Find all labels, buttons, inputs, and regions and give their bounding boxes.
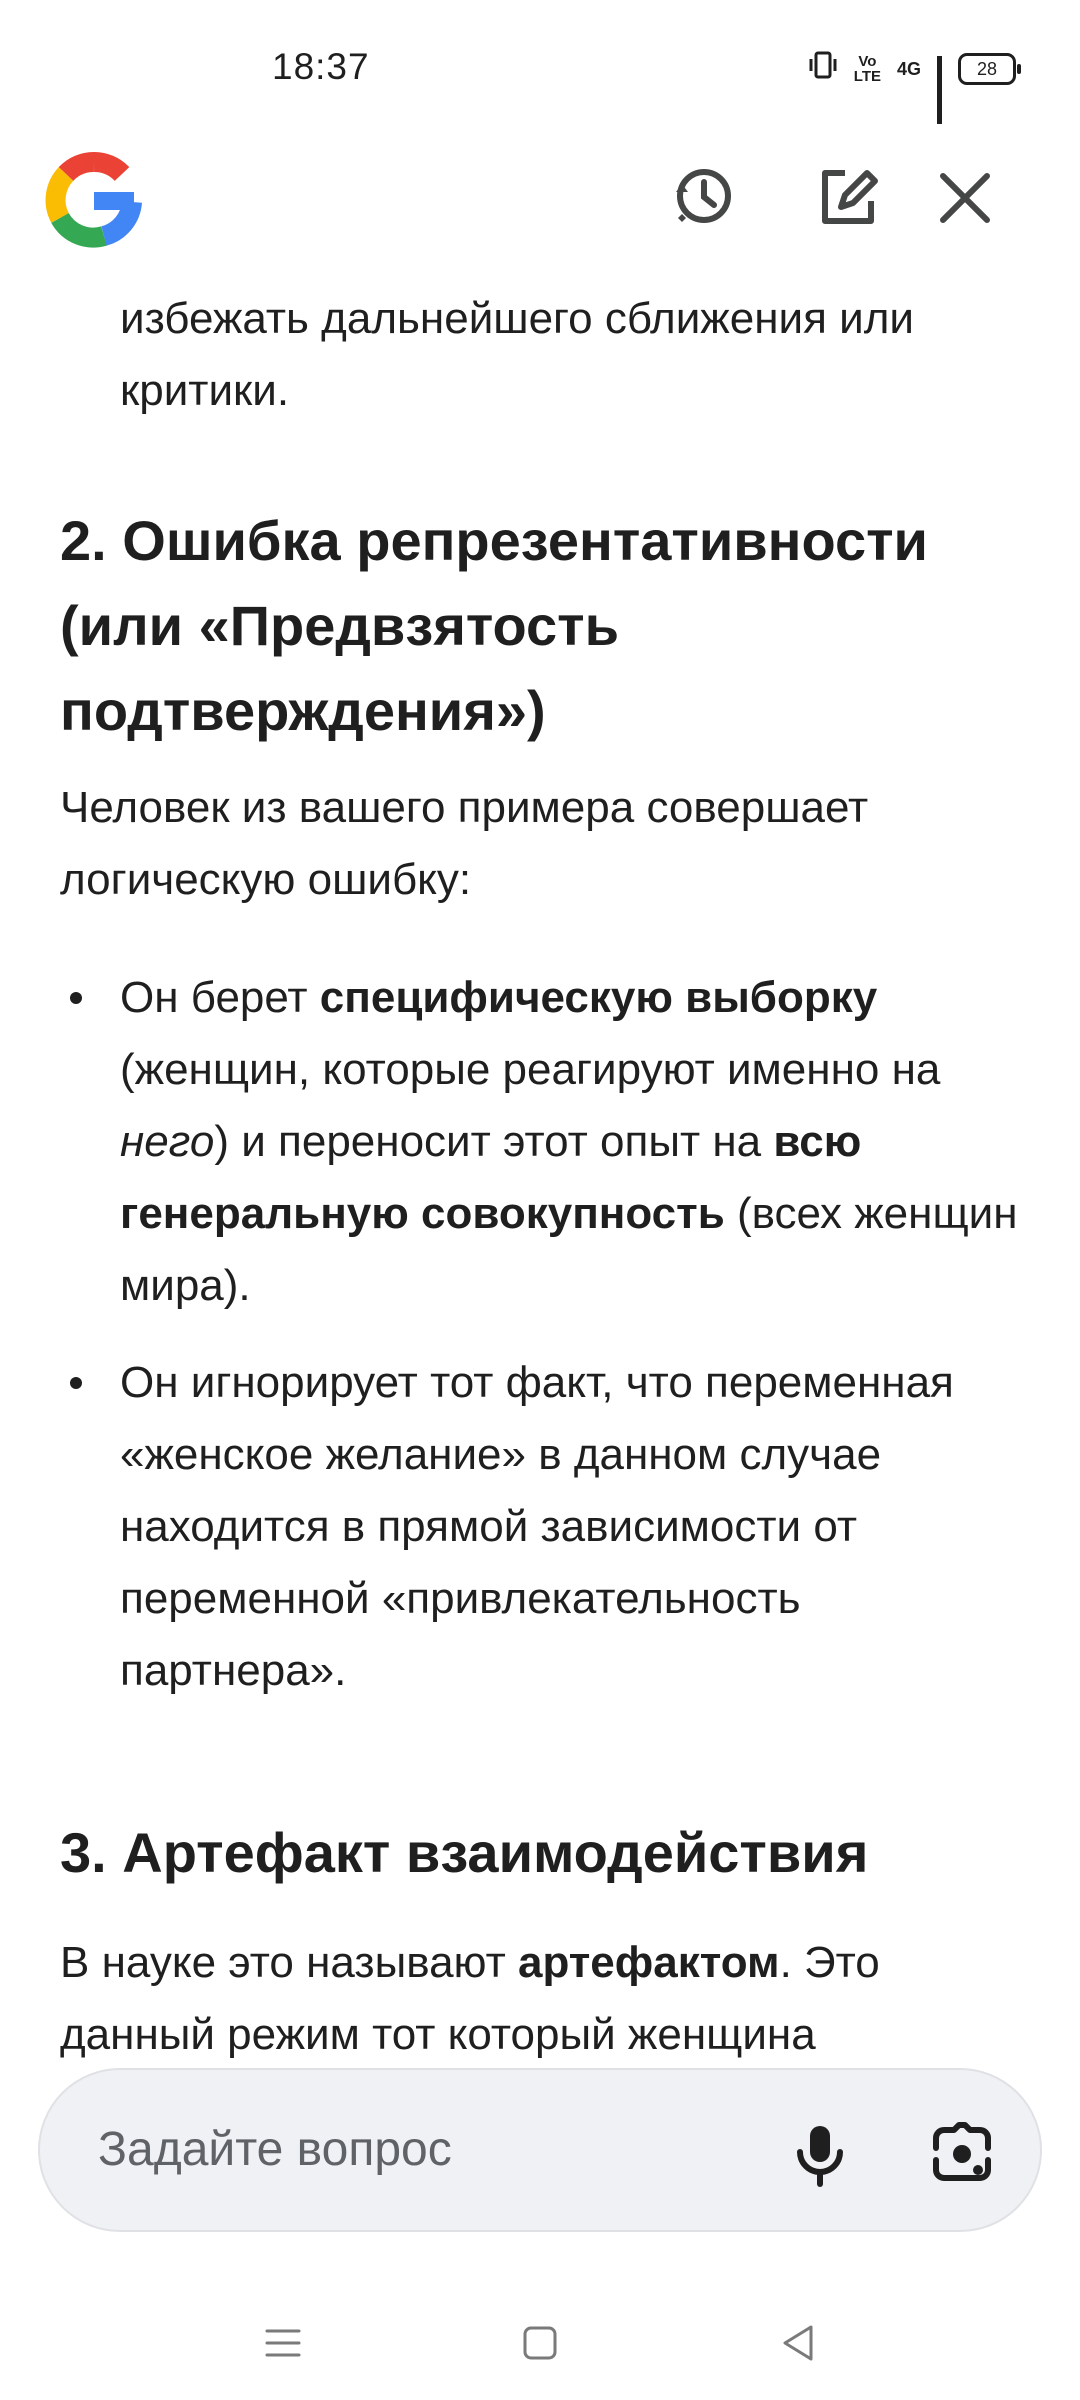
section3-text-2: . Это	[779, 1938, 880, 1987]
history-button[interactable]	[662, 160, 742, 240]
close-icon	[937, 170, 993, 231]
recents-button[interactable]	[248, 2310, 318, 2380]
back-icon	[779, 2323, 819, 2368]
section3-partial-line: данный режим тот который женщина	[60, 2010, 816, 2059]
section3-text-1: В науке это называют	[60, 1938, 518, 1987]
list-item	[60, 962, 1020, 1322]
network-type: 4G	[896, 58, 921, 79]
signal-icon	[937, 56, 942, 82]
volte-indicator	[854, 54, 881, 84]
list-item: Он игнорирует тот факт, что переменная «женское желание» в данном случае находится в прямой зависимости от переменной «привлекательность партнера».	[60, 1347, 1020, 1707]
section-3-heading: 3. Артефакт взаимодействия	[60, 1821, 869, 1884]
new-chat-button[interactable]	[808, 160, 888, 240]
bullet1-bold-1: специфическую выборку	[319, 973, 878, 1022]
section-2-intro: Человек из вашего примера совершает логическую ошибку:	[60, 783, 869, 904]
status-time: 18:37	[272, 46, 370, 87]
ask-input-box[interactable]	[38, 2068, 1042, 2232]
volte-bottom-label: LTE	[853, 68, 881, 85]
section3-bold: артефактом	[517, 1938, 780, 1987]
edit-icon	[815, 165, 881, 236]
home-button[interactable]	[505, 2310, 575, 2380]
status-bar	[0, 0, 1080, 130]
menu-icon	[263, 2323, 303, 2368]
status-icons	[808, 50, 1016, 88]
bullet1-text-2: (женщин, которые реагируют именно на	[120, 1045, 941, 1094]
bullet1-text-4: (всех женщин мира).	[120, 1189, 1018, 1310]
battery-icon: 28	[958, 53, 1016, 85]
app-header	[0, 130, 1080, 270]
vibrate-icon	[808, 50, 838, 88]
history-icon	[666, 162, 738, 239]
lens-button[interactable]	[922, 2114, 1002, 2194]
google-lens-icon	[922, 2181, 1002, 2198]
system-navigation-bar	[0, 2290, 1080, 2400]
back-button[interactable]	[764, 2310, 834, 2380]
answer-content	[0, 270, 1080, 2059]
bullet1-italic: него	[120, 1117, 215, 1166]
section-2-list-2	[60, 1347, 1020, 1707]
google-logo-icon[interactable]	[44, 150, 144, 250]
continuation-text: избежать дальнейшего сближения или критики.	[120, 294, 914, 415]
bullet1-text-3: ) и переносит этот опыт на	[214, 1117, 774, 1166]
ask-input[interactable]: Задайте вопрос	[98, 2123, 452, 2176]
section-2-list	[60, 962, 1020, 1322]
volte-top-label: Vo	[858, 53, 877, 70]
bullet1-bold-2: всю генеральную совокупность	[120, 1117, 862, 1238]
microphone-button[interactable]	[780, 2114, 860, 2194]
close-button[interactable]	[925, 160, 1005, 240]
microphone-icon	[780, 2181, 860, 2198]
bullet1-text-1: Он берет	[120, 973, 320, 1022]
section-2-heading: 2. Ошибка репрезентативности (или «Предвзятость подтверждения»)	[60, 509, 928, 742]
home-icon	[520, 2323, 560, 2368]
section-3-paragraph	[60, 1927, 1020, 2071]
